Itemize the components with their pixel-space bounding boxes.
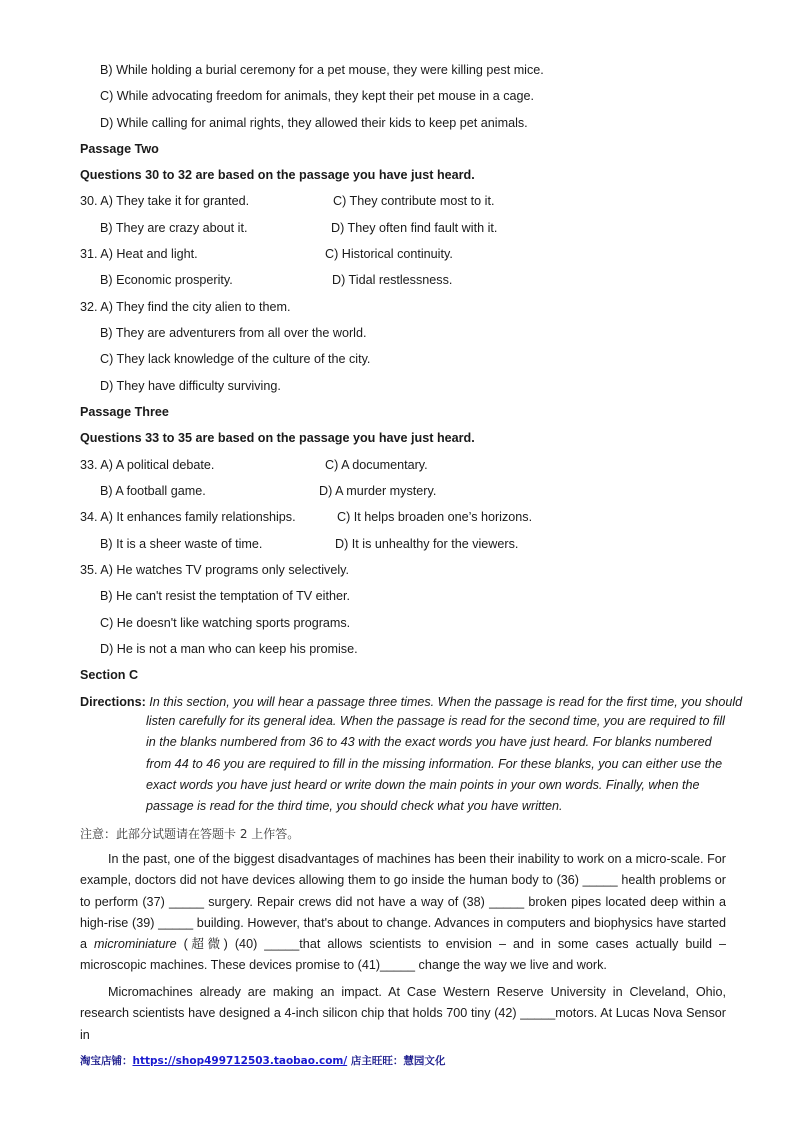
q33-option-d: D) A murder mystery. [319, 484, 437, 498]
q33-option-a: 33. A) A political debate. [80, 458, 215, 472]
directions-text-start: In this section, you will hear a passage three times. When the passage is read for the first time, you should [149, 695, 743, 709]
q33-option-c: C) A documentary. [325, 458, 428, 472]
passage-paragraph-1 [80, 849, 726, 977]
q31-option-a: 31. A) Heat and light. [80, 247, 198, 261]
option-29-d: D) While calling for animal rights, they allowed their kids to keep pet animals. [100, 116, 528, 130]
passage-three-heading: Passage Three [80, 405, 169, 419]
q34-option-a: 34. A) It enhances family relationships. [80, 510, 296, 524]
footer-shop-label: 淘宝店铺： [80, 1055, 133, 1067]
q32-option-c: C) They lack knowledge of the culture of the city. [100, 352, 371, 366]
passage-two-heading: Passage Two [80, 142, 159, 156]
q30-option-c: C) They contribute most to it. [333, 194, 495, 208]
answer-sheet-note: 注意：此部分试题请在答题卡 2 上作答。 [80, 827, 300, 841]
q32-option-b: B) They are adventurers from all over the world. [100, 326, 367, 340]
option-29-b: B) While holding a burial ceremony for a pet mouse, they were killing pest mice. [100, 63, 544, 77]
q35-option-c: C) He doesn't like watching sports programs. [100, 616, 351, 630]
q35-option-d: D) He is not a man who can keep his promise. [100, 642, 358, 656]
para1-start: In the past, one of the biggest disadvantages of machines has been their inability to work on a micro-scale. For example, doctors did not have devices allowing them to go inside the human body to (36) _____ health problems or to perform (37) _____ surgery. Repair crews did not have a way of (38) _____ broken pipes located deep within a high-rise (39) _____ building. However, that's about to change. Advances in computers and biophysics have started a [80, 852, 726, 952]
option-29-c: C) While advocating freedom for animals, they kept their pet mouse in a cage. [100, 89, 534, 103]
q34-option-c: C) It helps broaden one’s horizons. [337, 510, 533, 524]
q31-option-d: D) Tidal restlessness. [332, 273, 453, 287]
q30-option-d: D) They often find fault with it. [331, 221, 498, 235]
footer-owner: 店主旺旺：慧园文化 [347, 1055, 446, 1067]
footer-shop-link[interactable]: https://shop499712503.taobao.com/ [132, 1055, 348, 1067]
para1-italic-term: microminiature [94, 937, 177, 952]
q34-option-d: D) It is unhealthy for the viewers. [335, 537, 519, 551]
q31-option-b: B) Economic prosperity. [100, 273, 233, 287]
q30-option-b: B) They are crazy about it. [100, 221, 248, 235]
q32-option-d: D) They have difficulty surviving. [100, 379, 281, 393]
section-c-heading: Section C [80, 668, 139, 682]
para1-end: (超微) (40) _____that allows scientists to envision – and in some cases actually build – microscopic machines. These devices promise to (41)_____ change the way we live and work. [80, 937, 726, 973]
q35-option-b: B) He can't resist the temptation of TV either. [100, 589, 350, 603]
q30-option-a: 30. A) They take it for granted. [80, 194, 250, 208]
directions-label: Directions: [80, 695, 146, 709]
passage-paragraph-2: Micromachines already are making an impact. At Case Western Reserve University in Cleveland, Ohio, research scientists have designed a 4-inch silicon chip that holds 700 tiny (42) _____motors. At Lucas Nova Sensor in [80, 985, 726, 1042]
footer [80, 1053, 445, 1068]
q32-option-a: 32. A) They find the city alien to them. [80, 300, 291, 314]
q31-option-c: C) Historical continuity. [325, 247, 453, 261]
directions-first-line [80, 694, 742, 710]
q35-option-a: 35. A) He watches TV programs only selectively. [80, 563, 350, 577]
passage-two-instruction: Questions 30 to 32 are based on the passage you have just heard. [80, 168, 475, 182]
q34-option-b: B) It is a sheer waste of time. [100, 537, 263, 551]
q33-option-b: B) A football game. [100, 484, 206, 498]
passage-three-instruction: Questions 33 to 35 are based on the passage you have just heard. [80, 431, 475, 445]
directions-text-rest: listen carefully for its general idea. When the passage is read for the second time, you are required to fill in the blanks numbered from 36 to 43 with the exact words you have just heard. For blanks numbered from 44 to 46 you are required to fill in the missing information. For these blanks, you can either use the exact words you have just heard or write down the main points in your own words. Finally, when the passage is read for the third time, you should check what you have written. [146, 714, 725, 814]
